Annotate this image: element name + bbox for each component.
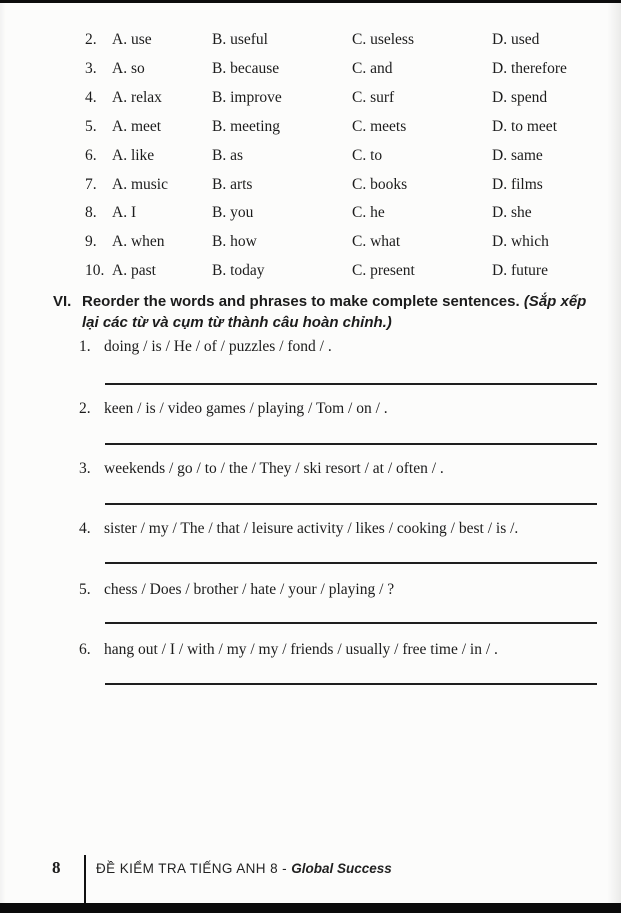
option-a: A. so bbox=[112, 60, 145, 77]
item-number: 2. bbox=[79, 400, 91, 417]
mc-row bbox=[0, 147, 621, 171]
option-b: B. as bbox=[212, 147, 243, 164]
mc-row bbox=[0, 176, 621, 200]
answer-line bbox=[105, 383, 597, 385]
reorder-item bbox=[0, 641, 621, 665]
option-d: D. used bbox=[492, 31, 540, 48]
mc-row bbox=[0, 31, 621, 55]
item-text: keen / is / video games / playing / Tom / on / . bbox=[104, 400, 388, 417]
option-d: D. same bbox=[492, 147, 543, 164]
option-a: A. music bbox=[112, 176, 168, 193]
option-c: C. books bbox=[352, 176, 408, 193]
answer-line bbox=[105, 622, 597, 624]
item-text: hang out / I / with / my / my / friends / usually / free time / in / . bbox=[104, 641, 498, 658]
option-a: A. meet bbox=[112, 118, 162, 135]
option-b: B. meeting bbox=[212, 118, 281, 135]
option-d: D. to meet bbox=[492, 118, 557, 135]
question-number: 9. bbox=[85, 233, 97, 250]
page-number: 8 bbox=[52, 858, 61, 877]
mc-row bbox=[0, 262, 621, 286]
answer-line bbox=[105, 683, 597, 685]
option-c: C. and bbox=[352, 60, 393, 77]
item-number: 1. bbox=[79, 338, 91, 355]
scan-edge-top bbox=[0, 0, 621, 3]
question-number: 10. bbox=[85, 262, 105, 279]
option-b: B. improve bbox=[212, 89, 282, 106]
option-a: A. past bbox=[112, 262, 156, 279]
question-number: 6. bbox=[85, 147, 97, 164]
option-c: C. to bbox=[352, 147, 383, 164]
option-a: A. use bbox=[112, 31, 152, 48]
reorder-item bbox=[0, 400, 621, 424]
mc-row bbox=[0, 233, 621, 257]
reorder-item bbox=[0, 338, 621, 362]
section-title-en: Reorder the words and phrases to make complete sentences. bbox=[82, 293, 524, 310]
question-number: 7. bbox=[85, 176, 97, 193]
option-c: C. meets bbox=[352, 118, 407, 135]
answer-line bbox=[105, 503, 597, 505]
option-d: D. therefore bbox=[492, 60, 567, 77]
section-title bbox=[82, 291, 612, 333]
reorder-item bbox=[0, 520, 621, 544]
question-number: 5. bbox=[85, 118, 97, 135]
option-d: D. spend bbox=[492, 89, 548, 106]
page-footer bbox=[0, 854, 621, 909]
footer-divider bbox=[84, 855, 86, 905]
question-number: 3. bbox=[85, 60, 97, 77]
option-b: B. useful bbox=[212, 31, 268, 48]
option-a: A. when bbox=[112, 233, 165, 250]
footer-title bbox=[96, 861, 392, 876]
option-d: D. she bbox=[492, 204, 532, 221]
option-b: B. today bbox=[212, 262, 265, 279]
item-text: weekends / go / to / the / They / ski resort / at / often / . bbox=[104, 460, 444, 477]
footer-series-name: Global Success bbox=[291, 861, 392, 876]
item-number: 5. bbox=[79, 581, 91, 598]
mc-row bbox=[0, 60, 621, 84]
item-text: chess / Does / brother / hate / your / playing / ? bbox=[104, 581, 395, 598]
option-b: B. how bbox=[212, 233, 257, 250]
option-d: D. future bbox=[492, 262, 548, 279]
option-b: B. you bbox=[212, 204, 254, 221]
option-b: B. arts bbox=[212, 176, 253, 193]
scan-edge-bottom bbox=[0, 903, 621, 913]
option-c: C. present bbox=[352, 262, 415, 279]
item-number: 3. bbox=[79, 460, 91, 477]
section-title-line2: lại các từ và cụm từ thành câu hoàn chỉnh.) bbox=[82, 314, 392, 331]
option-c: C. he bbox=[352, 204, 385, 221]
question-number: 4. bbox=[85, 89, 97, 106]
mc-row bbox=[0, 118, 621, 142]
answer-line bbox=[105, 443, 597, 445]
reorder-item bbox=[0, 460, 621, 484]
section-number: VI. bbox=[53, 293, 72, 310]
option-c: C. useless bbox=[352, 31, 414, 48]
mc-row bbox=[0, 204, 621, 228]
option-d: D. which bbox=[492, 233, 549, 250]
mc-row bbox=[0, 89, 621, 113]
item-number: 4. bbox=[79, 520, 91, 537]
option-c: C. what bbox=[352, 233, 401, 250]
section-title-vi: (Sắp xếp bbox=[523, 293, 587, 310]
option-b: B. because bbox=[212, 60, 280, 77]
item-text: sister / my / The / that / leisure activity / likes / cooking / best / is /. bbox=[104, 520, 519, 537]
option-a: A. relax bbox=[112, 89, 162, 106]
option-c: C. surf bbox=[352, 89, 395, 106]
question-number: 8. bbox=[85, 204, 97, 221]
item-number: 6. bbox=[79, 641, 91, 658]
option-d: D. films bbox=[492, 176, 543, 193]
footer-book-title: ĐỀ KIỂM TRA TIẾNG ANH 8 - bbox=[96, 861, 292, 876]
item-text: doing / is / He / of / puzzles / fond / . bbox=[104, 338, 332, 355]
option-a: A. I bbox=[112, 204, 137, 221]
option-a: A. like bbox=[112, 147, 155, 164]
section-title-line1 bbox=[82, 291, 612, 312]
question-number: 2. bbox=[85, 31, 97, 48]
answer-line bbox=[105, 562, 597, 564]
reorder-item bbox=[0, 581, 621, 605]
